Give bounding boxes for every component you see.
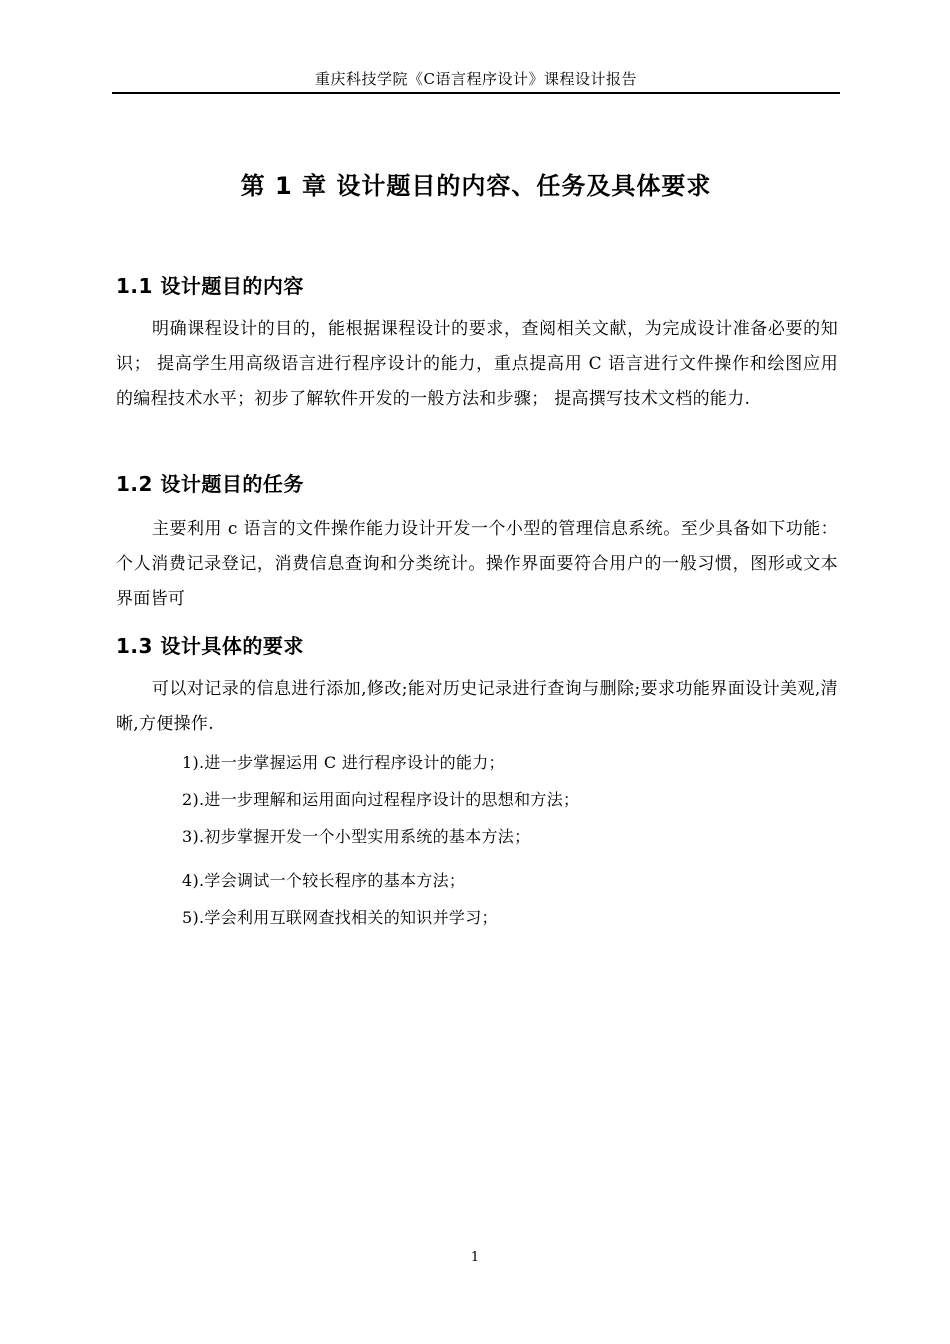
header-rule	[112, 92, 840, 94]
section-1-1-paragraph: 明确课程设计的目的，能根据课程设计的要求，查阅相关文献，为完成设计准备必要的知识； 提高学生用高级语言进行程序设计的能力，重点提高用 C 语言进行文件操作和绘图应用的编程技术水平；初步了解软件开发的一般方法和步骤； 提高撰写技术文档的能力.	[116, 319, 838, 409]
list-item: 3).初步掌握开发一个小型实用系统的基本方法；	[182, 827, 531, 846]
section-1-3-paragraph: 可以对记录的信息进行添加,修改;能对历史记录进行查询与删除;要求功能界面设计美观,清晰,方便操作.	[116, 679, 838, 734]
list-item: 5).学会利用互联网查找相关的知识并学习；	[182, 908, 498, 927]
section-heading-1-3: 1.3 设计具体的要求	[116, 634, 304, 658]
section-heading-1-1: 1.1 设计题目的内容	[116, 274, 304, 298]
page-number: 1	[470, 1250, 480, 1265]
running-header: 重庆科技学院《C语言程序设计》课程设计报告	[315, 70, 637, 88]
section-1-2-paragraph: 主要利用 c 语言的文件操作能力设计开发一个小型的管理信息系统。至少具备如下功能：个人消费记录登记，消费信息查询和分类统计。操作界面要符合用户的一般习惯，图形或文本界面皆可	[116, 519, 838, 609]
section-heading-1-2: 1.2 设计题目的任务	[116, 472, 304, 496]
list-item: 4).学会调试一个较长程序的基本方法；	[182, 871, 466, 890]
chapter-title: 第 1 章 设计题目的内容、任务及具体要求	[240, 172, 712, 200]
list-item: 1).进一步掌握运用 C 进行程序设计的能力；	[182, 753, 505, 772]
list-item: 2).进一步理解和运用面向过程程序设计的思想和方法；	[182, 790, 580, 809]
